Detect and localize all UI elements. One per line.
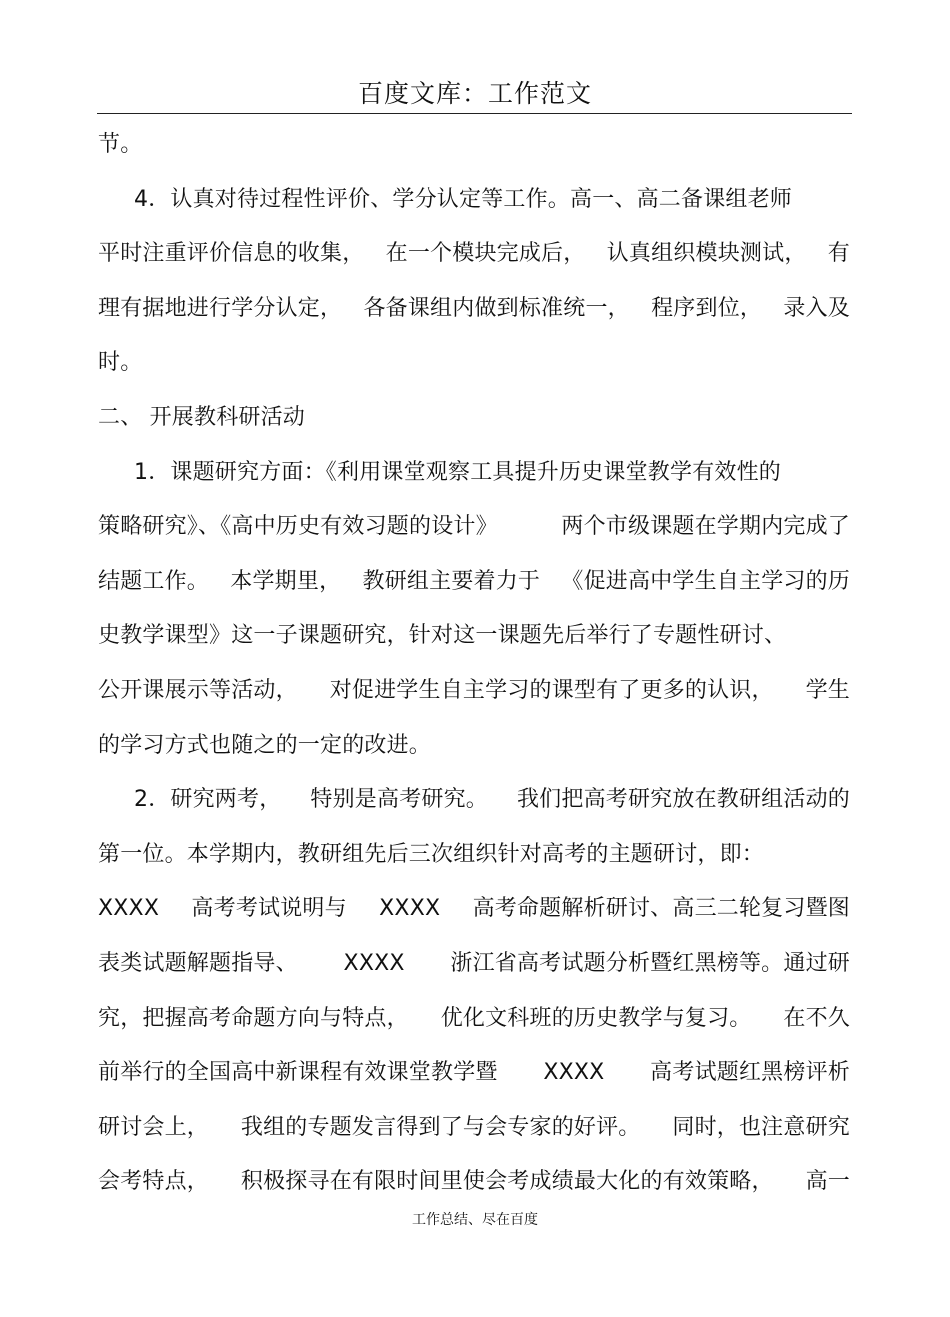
- text-line: 4．认真对待过程性评价、学分认定等工作。高一、高二备课组老师: [134, 186, 792, 212]
- text-segment: 录入及: [783, 295, 850, 321]
- text-segment: 学生: [805, 677, 850, 703]
- text-segment: 我们把高考研究放在教研组活动的: [516, 787, 850, 813]
- text-segment: XXXX: [343, 950, 405, 976]
- text-segment: 公开课展示等活动，: [98, 677, 298, 703]
- text-segment: 我组的专题发言得到了与会专家的好评。: [240, 1114, 641, 1140]
- text-segment: 策略研究》、《高中历史有效习题的设计》: [98, 514, 498, 540]
- text-segment: 理有据地进行学分认定，: [98, 295, 343, 321]
- text-line: 节。: [98, 132, 143, 157]
- text-line: [98, 664, 850, 719]
- text-segment: 特别是高考研究。: [310, 787, 488, 813]
- page-footer: 工作总结、尽在百度: [412, 1212, 538, 1228]
- text-line: 第一位。本学期内，教研组先后三次组织针对高考的主题研讨，即：: [98, 841, 765, 867]
- text-segment: 高考命题解析研讨、高三二轮复习暨图: [472, 896, 850, 922]
- text-segment: 在不久: [783, 1005, 850, 1031]
- text-line: 史教学课型》这一子课题研究，针对这一课题先后举行了专题性研讨、: [98, 623, 787, 649]
- text-segment: 《促进高中学生自主学习的历: [561, 568, 850, 594]
- text-line: [98, 1101, 850, 1156]
- text-segment: 高一: [805, 1169, 850, 1195]
- text-segment: 研讨会上，: [98, 1114, 210, 1140]
- text-segment: 积极探寻在有限时间里使会考成绩最大化的有效策略，: [240, 1169, 774, 1195]
- header-divider: [97, 113, 852, 114]
- text-segment: 在一个模块完成后，: [385, 241, 586, 267]
- text-segment: 高考考试说明与: [191, 896, 347, 922]
- section-heading: 二、 开展教科研活动: [98, 404, 305, 430]
- text-line: 的学习方式也随之的一定的改进。: [98, 732, 432, 758]
- text-line: [98, 555, 850, 610]
- text-line: [98, 227, 850, 282]
- text-segment: 有: [827, 241, 850, 267]
- text-segment: 平时注重评价信息的收集，: [98, 241, 365, 267]
- text-segment: 同时，也注意研究: [672, 1114, 850, 1140]
- text-line: [98, 282, 850, 337]
- text-line: [98, 773, 850, 828]
- text-segment: 究，把握高考命题方向与特点，: [98, 1005, 409, 1031]
- text-segment: 前举行的全国高中新课程有效课堂教学暨: [98, 1060, 498, 1086]
- text-line: 时。: [98, 350, 143, 376]
- text-segment: 高考试题红黑榜评析: [650, 1060, 850, 1086]
- text-segment: 程序到位，: [651, 295, 763, 321]
- text-segment: 浙江省高考试题分析暨红黑榜等。通过研: [450, 950, 850, 976]
- text-segment: 2．研究两考，: [134, 787, 282, 813]
- text-segment: 本学期里，: [230, 568, 342, 594]
- text-segment: 表类试题解题指导、: [98, 950, 298, 976]
- text-segment: 各备课组内做到标准统一，: [363, 295, 630, 321]
- document-body: [98, 118, 850, 1210]
- text-segment: 两个市级课题在学期内完成了: [561, 514, 850, 540]
- text-line: [98, 992, 850, 1047]
- text-segment: XXXX: [379, 896, 441, 922]
- text-line: 1．课题研究方面：《利用课堂观察工具提升历史课堂教学有效性的: [134, 459, 781, 485]
- text-segment: 对促进学生自主学习的课型有了更多的认识，: [329, 677, 774, 703]
- text-segment: 优化文科班的历史教学与复习。: [440, 1005, 752, 1031]
- text-line: [98, 937, 850, 992]
- text-segment: 结题工作。: [98, 568, 210, 594]
- text-line: [98, 882, 850, 937]
- text-segment: 会考特点，: [98, 1169, 210, 1195]
- text-segment: XXXX: [543, 1060, 605, 1086]
- page-header-title: 百度文库：工作范文: [357, 79, 592, 108]
- text-line: [98, 500, 850, 555]
- text-line: [98, 1046, 850, 1101]
- text-segment: 教研组主要着力于: [362, 568, 541, 594]
- text-segment: XXXX: [98, 896, 160, 922]
- text-line: [98, 1155, 850, 1210]
- text-segment: 认真组织模块测试，: [606, 241, 807, 267]
